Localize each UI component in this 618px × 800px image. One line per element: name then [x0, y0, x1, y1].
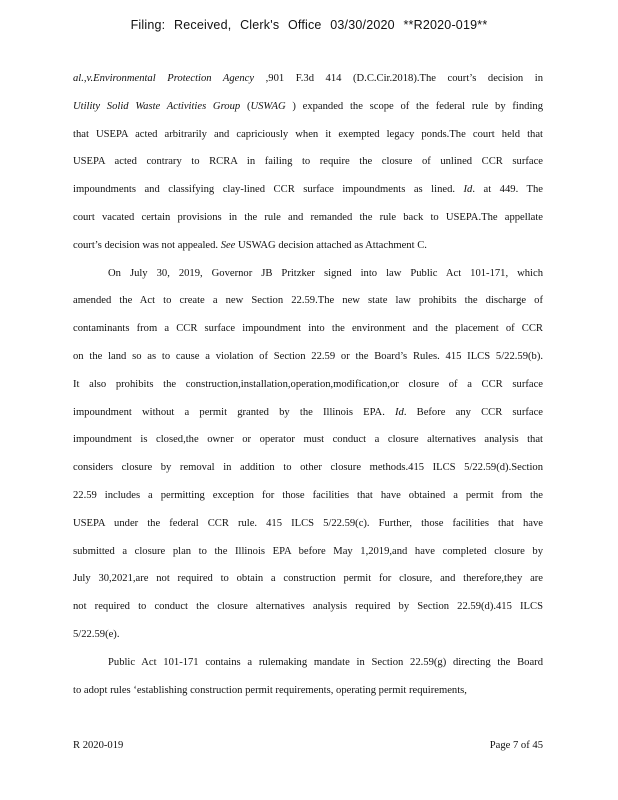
text-run: impoundment without a permit granted by the Illinois EPA. — [73, 406, 395, 418]
docket-number: R 2020-019 — [73, 740, 124, 751]
text-run: Public Act 101-171 contains a rulemaking mandate in Section 22.59(g) directing the Board — [108, 656, 543, 668]
text-line — [73, 431, 543, 459]
text-run: court vacated certain provisions in the rule and remanded the rule back to USEPA.The appellate — [73, 211, 543, 223]
text-line — [73, 376, 543, 404]
text-run: impoundment is closed,the owner or operator must conduct a closure alternatives analysis that — [73, 434, 543, 446]
italic-text: al.,v.Environmental Protection Agency — [73, 73, 255, 84]
text-line — [73, 209, 543, 237]
text-line — [73, 348, 543, 376]
italic-text: Utility Solid Waste Activities Group — [73, 100, 241, 112]
text-line — [73, 626, 543, 654]
italic-text: Id — [395, 406, 404, 418]
text-line — [73, 153, 543, 181]
text-run: contaminants from a CCR surface impoundment into the environment and the placement of CCR — [73, 323, 543, 335]
text-run: to adopt rules ‘establishing construction permit requirements, operating permit requirements, — [73, 684, 467, 696]
text-run: 5/22.59(e). — [73, 628, 120, 640]
text-run: submitted a closure plan to the Illinois EPA before May 1,2019,and have completed closure by — [73, 545, 543, 557]
text-run: amended the Act to create a new Section 22.59.The new state law prohibits the discharge of — [73, 295, 543, 307]
document-body — [73, 70, 543, 709]
text-run: court’s decision was not appealed. — [73, 239, 221, 251]
text-line — [73, 404, 543, 432]
text-line — [73, 682, 543, 710]
text-run: ,901 F.3d 414 (D.C.Cir.2018).The court’s decision in — [254, 73, 543, 84]
text-run: impoundments and classifying clay-lined CCR surface impoundments as lined. — [73, 184, 464, 196]
text-run: . Before any CCR surface — [403, 406, 543, 418]
paragraph — [73, 265, 543, 654]
text-run: considers closure by removal in addition to other closure methods.415 ILCS 5/22.59(d).Section — [73, 462, 543, 474]
text-run: USEPA under the federal CCR rule. 415 ILCS 5/22.59(c). Further, those facilities that have — [73, 517, 543, 529]
text-line — [73, 181, 543, 209]
text-run: not required to conduct the closure alternatives analysis required by Section 22.59(d).415 ILCS — [73, 601, 543, 613]
text-line — [73, 487, 543, 515]
text-line — [73, 70, 543, 98]
filing-header: Filing: Received, Clerk's Office 03/30/2020 **R2020-019** — [130, 18, 488, 32]
text-run: ) expanded the scope of the federal rule by finding — [285, 100, 543, 112]
text-line — [73, 237, 543, 265]
text-run: ( — [240, 100, 251, 112]
text-line — [73, 126, 543, 154]
italic-text: Id — [463, 184, 473, 196]
text-run: USEPA acted contrary to RCRA in failing to require the closure of unlined CCR surface — [73, 156, 543, 168]
paragraph — [73, 70, 543, 265]
text-run: On July 30, 2019, Governor JB Pritzker signed into law Public Act 101-171, which — [108, 267, 543, 279]
text-line — [73, 292, 543, 320]
text-run: that USEPA acted arbitrarily and capriciously when it exempted legacy ponds.The court held that — [73, 128, 543, 140]
text-line — [73, 265, 543, 293]
text-line — [73, 570, 543, 598]
italic-text: See — [220, 239, 236, 251]
text-line — [73, 515, 543, 543]
italic-text: USWAG — [250, 100, 286, 112]
text-run: . at 449. The — [472, 184, 543, 196]
text-line — [73, 654, 543, 682]
text-run: It also prohibits the construction,installation,operation,modification,or closure of a CCR surface — [73, 378, 543, 390]
text-run: July 30,2021,are not required to obtain a construction permit for closure, and therefore,they are — [73, 573, 543, 585]
text-line — [73, 320, 543, 348]
text-run: 22.59 includes a permitting exception for those facilities that have obtained a permit from the — [73, 489, 543, 501]
text-line — [73, 98, 543, 126]
text-line — [73, 459, 543, 487]
paragraph — [73, 654, 543, 710]
text-run: USWAG decision attached as Attachment C. — [235, 239, 427, 251]
page-number: Page 7 of 45 — [489, 740, 543, 751]
text-line — [73, 598, 543, 626]
text-line — [73, 543, 543, 571]
text-run: on the land so as to cause a violation of Section 22.59 or the Board’s Rules. 415 ILCS 5/22.59(b). — [73, 350, 543, 362]
